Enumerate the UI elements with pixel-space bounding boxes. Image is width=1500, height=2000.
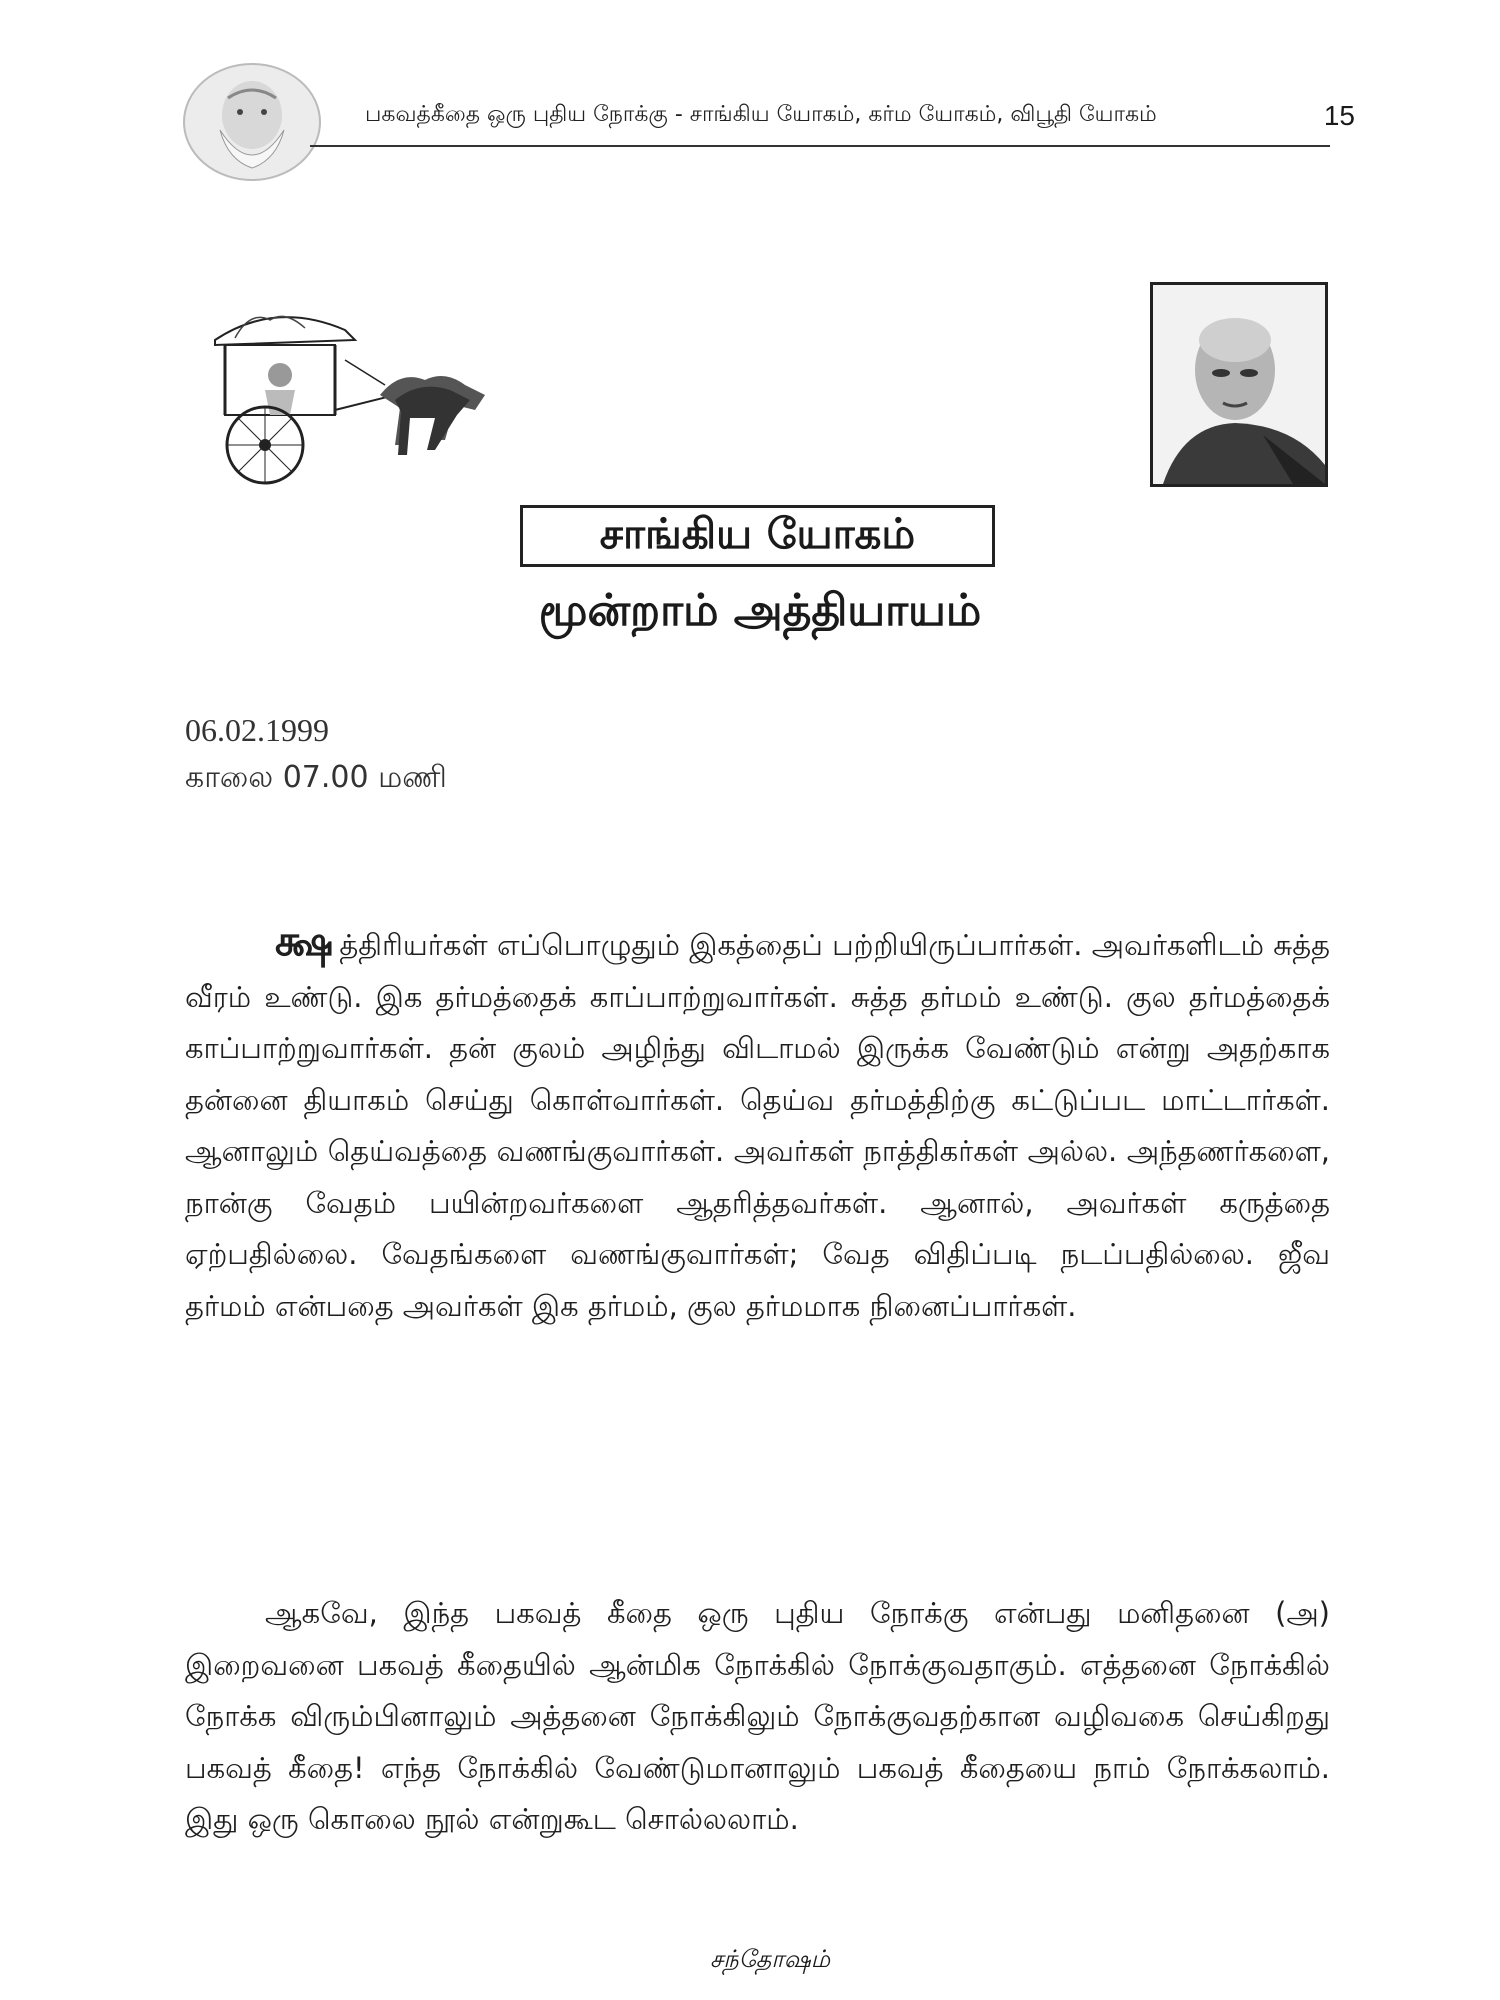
date: 06.02.1999 <box>185 712 329 748</box>
header-rule <box>310 145 1330 147</box>
chariot-illustration-icon <box>195 300 500 495</box>
paragraph-2: ஆகவே, இந்த பகவத் கீதை ஒரு புதிய நோக்கு என்பது மனிதனை (அ) இறைவனை பகவத் கீதையில் ஆன்மிக நோக்கில் நோக்குவதாகும். எத்தனை நோக்கில் நோக்க விரும்பினாலும் அத்தனை நோக்கிலும் நோக்குவதற்கான வழிவகை செய்கிறது பகவத் கீதை! எந்த நோக்கில் வேண்டுமானாலும் பகவத் கீதையை நாம் நோக்கலாம். இது ஒரு கொலை நூல் என்றுகூட சொல்லலாம். <box>185 1596 1330 1836</box>
running-head-title: பகவத்கீதை ஒரு புதிய நோக்கு - சாங்கிய யோகம், கர்ம யோகம், விபூதி யோகம் <box>365 102 1157 127</box>
footer-title: சந்தோஷம் <box>709 1945 831 1973</box>
time: காலை 07.00 மணி <box>185 760 447 795</box>
author-portrait-icon <box>180 60 325 185</box>
person-photo-icon <box>1153 285 1325 484</box>
drop-cap: க்ஷ <box>275 916 332 965</box>
author-photo <box>1150 282 1328 487</box>
paragraph-1-text: த்திரியர்கள் எப்பொழுதும் இகத்தைப் பற்றியிருப்பார்கள். அவர்களிடம் சுத்த வீரம் உண்டு. இக தர்மத்தைக் காப்பாற்றுவார்கள். சுத்த தர்மம் உண்டு. குல தர்மத்தைக் காப்பாற்றுவார்கள். தன் குலம் அழிந்து விடாமல் இருக்க வேண்டும் என்று அதற்காக தன்னை தியாகம் செய்து கொள்வார்கள். தெய்வ தர்மத்திற்கு கட்டுப்பட மாட்டார்கள். ஆனாலும் தெய்வத்தை வணங்குவார்கள். அவர்கள் நாத்திகர்கள் அல்ல. அந்தணர்களை, நான்கு வேதம் பயின்றவர்களை ஆதரித்தவர்கள். ஆனால், அவர்கள் கருத்தை ஏற்பதில்லை. வேதங்களை வணங்குவார்கள்; வேத விதிப்படி நடப்பதில்லை. ஜீவ தர்மம் என்பதை அவர்கள் இக தர்மம், குல தர்மமாக நினைப்பார்கள். <box>185 928 1330 1323</box>
section-title: சாங்கிய யோகம் <box>520 505 995 567</box>
chapter-title: மூன்றாம் அத்தியாயம் <box>538 585 982 636</box>
paragraph-1 <box>185 915 1330 1332</box>
page-number: 15 <box>1323 100 1355 131</box>
